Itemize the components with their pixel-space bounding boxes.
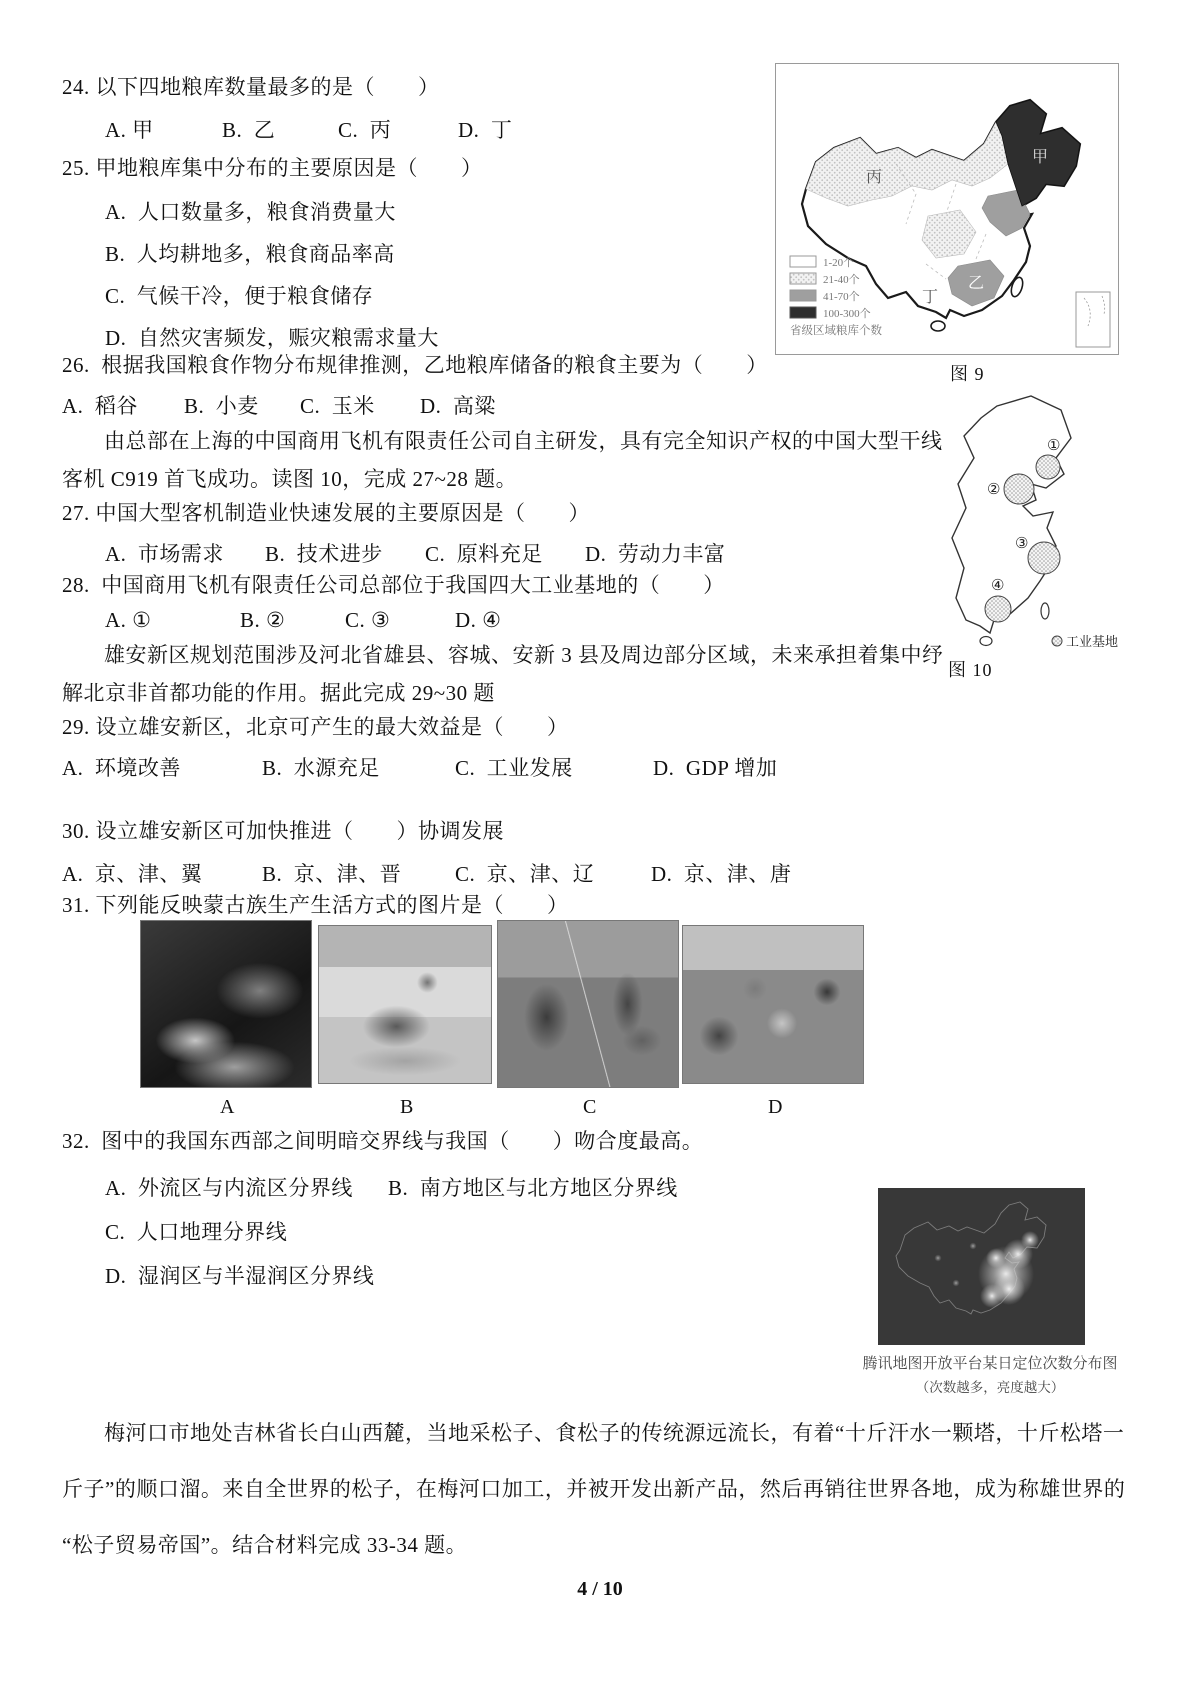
- bright-cluster-far-ne: [1021, 1231, 1039, 1249]
- q27-stem: 27. 中国大型客机制造业快速发展的主要原因是（ ）: [62, 501, 590, 525]
- q31-stem: 31. 下列能反映蒙古族生产生活方式的图片是（ ）: [62, 893, 569, 917]
- legend-swatch-2: [790, 273, 816, 284]
- q30-option-a: A. 京、津、翼: [62, 862, 203, 886]
- industrial-base-1: [1036, 455, 1060, 479]
- figure10-map: [935, 388, 1120, 650]
- legend-swatch-4: [790, 307, 816, 318]
- q27-option-d: D. 劳动力丰富: [585, 542, 726, 566]
- night-map-caption-line2: （次数越多，亮度越大）: [915, 1380, 1065, 1395]
- photo-label-c: C: [583, 1096, 597, 1118]
- label-yi: 乙: [968, 275, 985, 292]
- hainan-island: [931, 321, 945, 331]
- xiongan-intro-line1: 雄安新区规划范围涉及河北省雄县、容城、安新 3 县及周边部分区域，未来承担着集中纾: [104, 643, 944, 667]
- q29-option-a: A. 环境改善: [62, 756, 181, 780]
- q24-option-b: B. 乙: [222, 118, 276, 142]
- q32-options-ab: [105, 1172, 678, 1202]
- marker-1: ①: [1047, 438, 1061, 454]
- photo-d-harvest-scene: [682, 925, 864, 1084]
- q24-option-c: C. 丙: [338, 118, 392, 142]
- q30-options: [62, 858, 791, 888]
- fig10-legend-label: 工业基地: [1066, 634, 1119, 649]
- marker-3: ③: [1015, 536, 1029, 552]
- photo-label-d: D: [768, 1096, 783, 1118]
- meihekou-intro-line1: 梅河口市地处吉林省长白山西麓，当地采松子、食松子的传统源远流长，有着“十斤汗水一颗塔，十斤松塔一: [104, 1421, 1125, 1445]
- q27-option-a: A. 市场需求: [105, 542, 224, 566]
- q26-option-d: D. 高粱: [420, 394, 496, 418]
- taiwan-island-fig10: [1041, 603, 1049, 619]
- legend-label-3: 41-70个: [823, 291, 860, 303]
- q26-option-c: C. 玉米: [300, 394, 375, 418]
- bright-cluster-sw: [980, 1284, 1004, 1308]
- label-ding: 丁: [922, 289, 939, 306]
- q32-stem: 32. 图中的我国东西部之间明暗交界线与我国（ ）吻合度最高。: [62, 1129, 704, 1153]
- night-map-caption-line1: 腾讯地图开放平台某日定位次数分布图: [862, 1356, 1118, 1372]
- photo-label-b: B: [400, 1096, 414, 1118]
- q25-stem: 25. 甲地粮库集中分布的主要原因是（ ）: [62, 156, 483, 180]
- q25-option-a: A. 人口数量多，粮食消费量大: [105, 200, 396, 224]
- c919-intro-line1: 由总部在上海的中国商用飞机有限责任公司自主研发，具有完全知识产权的中国大型干线: [104, 429, 943, 453]
- dim-spot-west1: [935, 1255, 942, 1262]
- c919-intro-line2: 客机 C919 首飞成功。读图 10，完成 27~28 题。: [62, 467, 518, 491]
- figure9-china-map: [776, 64, 1118, 354]
- photo-label-a: A: [220, 1096, 235, 1118]
- dim-spot-west3: [970, 1243, 977, 1250]
- q30-option-b: B. 京、津、晋: [262, 862, 402, 886]
- label-jia: 甲: [1032, 149, 1049, 166]
- q24-stem: 24. 以下四地粮库数量最多的是（ ）: [62, 75, 440, 99]
- q24-option-a: A. 甲: [105, 118, 154, 142]
- xiongan-intro-line2: 解北京非首都功能的作用。据此完成 29~30 题: [62, 681, 495, 705]
- q24-option-d: D. 丁: [458, 118, 513, 142]
- q26-option-a: A. 稻谷: [62, 394, 138, 418]
- dim-spot-west2: [953, 1280, 960, 1287]
- q30-option-d: D. 京、津、唐: [651, 862, 792, 886]
- meihekou-intro-line3: “松子贸易帝国”。结合材料完成 33-34 题。: [62, 1533, 468, 1557]
- q25-option-b: B. 人均耕地多，粮食商品率高: [105, 242, 395, 266]
- q32-option-d: D. 湿润区与半湿润区分界线: [105, 1264, 375, 1288]
- q29-option-d: D. GDP 增加: [653, 756, 778, 780]
- legend-label-4: 100-300个: [823, 308, 871, 320]
- marker-4: ④: [991, 578, 1005, 594]
- photo-a-water-town-boats: [140, 920, 312, 1088]
- q28-option-a: A. ①: [105, 608, 152, 632]
- legend-label-2: 21-40个: [823, 274, 860, 286]
- q32-option-a: A. 外流区与内流区分界线: [105, 1176, 353, 1200]
- photo-c-horse-lasso-herding: [497, 920, 679, 1088]
- legend-title: 省级区域粮库个数: [790, 325, 882, 337]
- q28-options: [105, 608, 502, 633]
- meihekou-intro-line2: 斤子”的顺口溜。来自全世界的松子，在梅河口加工，并被开发出新产品，然后再销往世界各地，成为称雄世界的: [62, 1477, 1126, 1501]
- fig10-legend-symbol: [1052, 636, 1062, 646]
- photo-b-rice-paddy-farmer: [318, 925, 492, 1084]
- east-china-outline: [952, 396, 1071, 633]
- industrial-base-3: [1028, 542, 1060, 574]
- q27-options: [105, 538, 725, 568]
- marker-2: ②: [987, 482, 1001, 498]
- legend-swatch-1: [790, 256, 816, 267]
- q29-options: [62, 752, 777, 782]
- q32-option-c: C. 人口地理分界线: [105, 1220, 288, 1244]
- q24-options: [105, 114, 512, 144]
- q28-option-c: C. ③: [345, 608, 391, 632]
- q29-stem: 29. 设立雄安新区，北京可产生的最大效益是（ ）: [62, 715, 569, 739]
- bright-cluster-center: [986, 1248, 1006, 1268]
- q29-option-b: B. 水源充足: [262, 756, 380, 780]
- figure10-caption: 图 10: [948, 660, 993, 680]
- legend-swatch-3: [790, 290, 816, 301]
- page-number: 4 / 10: [577, 1578, 623, 1600]
- q26-option-b: B. 小麦: [184, 394, 259, 418]
- q26-stem: 26. 根据我国粮食作物分布规律推测，乙地粮库储备的粮食主要为（ ）: [62, 353, 768, 377]
- industrial-base-4: [985, 596, 1011, 622]
- q26-options: [62, 390, 496, 420]
- q30-option-c: C. 京、津、辽: [455, 862, 595, 886]
- q25-option-c: C. 气候干冷，便于粮食储存: [105, 284, 374, 308]
- figure9-caption: 图 9: [950, 364, 985, 384]
- q29-option-c: C. 工业发展: [455, 756, 573, 780]
- q27-option-b: B. 技术进步: [265, 542, 383, 566]
- hainan-island-fig10: [980, 637, 992, 646]
- figure9-map-frame: [775, 63, 1119, 355]
- night-location-map: [878, 1188, 1085, 1345]
- industrial-base-2: [1004, 474, 1034, 504]
- legend-label-1: 1-20个: [823, 257, 855, 269]
- q28-stem: 28. 中国商用飞机有限责任公司总部位于我国四大工业基地的（ ）: [62, 573, 725, 597]
- sea-inset: [1076, 292, 1110, 347]
- q27-option-c: C. 原料充足: [425, 542, 543, 566]
- q28-option-d: D. ④: [455, 608, 502, 632]
- label-bing: 丙: [866, 169, 883, 186]
- q30-stem: 30. 设立雄安新区可加快推进（ ）协调发展: [62, 819, 504, 843]
- q32-option-b: B. 南方地区与北方地区分界线: [388, 1176, 678, 1200]
- q28-option-b: B. ②: [240, 608, 286, 632]
- q25-option-d: D. 自然灾害频发，赈灾粮需求量大: [105, 326, 439, 350]
